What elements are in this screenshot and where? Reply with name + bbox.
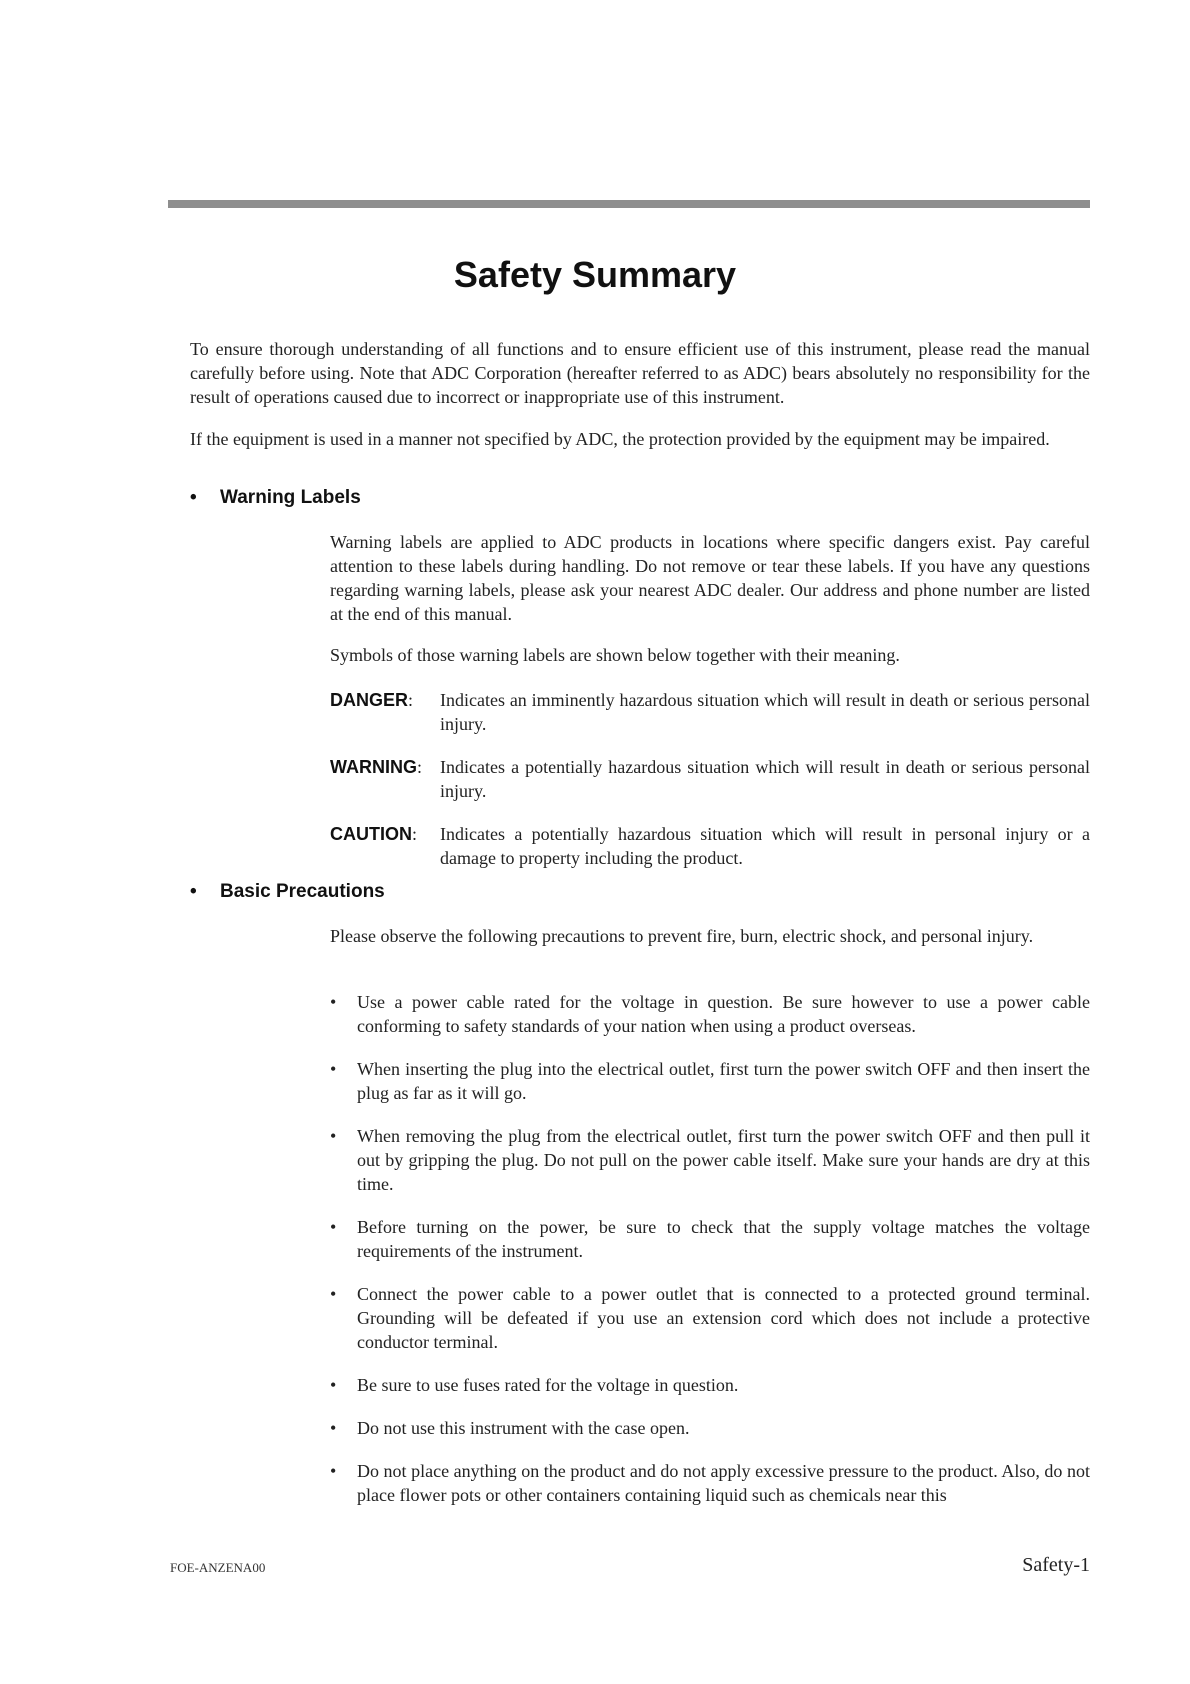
list-item: • Use a power cable rated for the voltage in question. Be sure however to use a power cable conforming to safety standards of your nation when using a product overseas. — [330, 992, 1090, 1036]
caution-colon: : — [412, 824, 418, 844]
bullet-icon: • — [330, 1126, 337, 1146]
bullet-icon: • — [330, 1217, 337, 1237]
bullet-icon: • — [330, 1284, 337, 1304]
list-item: • Before turning on the power, be sure to check that the supply voltage matches the voltage requirements of the instrument. — [330, 1217, 1090, 1261]
footer-page-number: Safety-1 — [1022, 1554, 1090, 1576]
caution-term: CAUTION — [330, 824, 412, 844]
symbol-danger — [330, 688, 1090, 736]
warning-labels-heading — [190, 487, 361, 509]
bullet-icon: • — [330, 1375, 337, 1395]
bullet-icon: • — [330, 1418, 337, 1438]
list-item: • When inserting the plug into the electrical outlet, first turn the power switch OFF and then insert the plug as far as it will go. — [330, 1059, 1090, 1103]
warning-description: Indicates a potentially hazardous situation which will result in death or serious personal injury. — [440, 757, 1090, 801]
symbol-caution — [330, 822, 1090, 870]
bullet-icon: • — [190, 881, 197, 902]
footer-doc-code: FOE-ANZENA00 — [170, 1560, 266, 1575]
danger-term: DANGER — [330, 690, 409, 710]
danger-description: Indicates an imminently hazardous situation which will result in death or serious personal injury. — [440, 690, 1090, 734]
header-rule — [168, 200, 1090, 208]
caution-description: Indicates a potentially hazardous situation which will result in personal injury or a damage to property including the product. — [440, 824, 1090, 868]
precautions-list — [330, 990, 1090, 1507]
basic-precautions-heading-text: Basic Precautions — [220, 881, 385, 902]
bullet-icon: • — [330, 992, 337, 1012]
list-item: • Connect the power cable to a power outlet that is connected to a protected ground terminal. Grounding will be defeated if you use an extension cord which does not include a protective conductor terminal. — [330, 1284, 1090, 1352]
warning-labels-paragraph-2: Symbols of those warning labels are shown below together with their meaning. — [330, 645, 900, 665]
basic-precautions-intro: Please observe the following precautions to prevent fire, burn, electric shock, and personal injury. — [330, 926, 1034, 946]
page-title: Safety Summary — [453, 254, 737, 295]
intro-paragraph-2: If the equipment is used in a manner not specified by ADC, the protection provided by the equipment may be impaired. — [190, 429, 1050, 449]
warning-labels-heading-text: Warning Labels — [220, 487, 361, 508]
danger-colon: : — [408, 690, 414, 710]
symbol-warning — [330, 755, 1090, 803]
list-item: • Be sure to use fuses rated for the voltage in question. — [330, 1375, 739, 1395]
warning-labels-paragraph-1: Warning labels are applied to ADC products in locations where specific dangers exist. Pay careful attention to these labels during handling. Do not remove or tear these labels. If you have any questions regarding warning labels, please ask your nearest ADC dealer. Our address and phone number are listed at the end of this manual. — [330, 532, 1090, 624]
bullet-icon: • — [190, 487, 197, 508]
list-item: • Do not place anything on the product and do not apply excessive pressure to the product. Also, do not place flower pots or other containers containing liquid such as chemicals near this — [330, 1461, 1090, 1505]
list-item: • When removing the plug from the electrical outlet, first turn the power switch OFF and then pull it out by gripping the plug. Do not pull on the power cable itself. Make sure your hands are dry at this time. — [330, 1126, 1090, 1194]
basic-precautions-heading — [190, 881, 385, 903]
warning-term: WARNING — [330, 757, 417, 777]
bullet-icon: • — [330, 1059, 337, 1079]
warning-colon: : — [417, 757, 423, 777]
intro-paragraph-1: To ensure thorough understanding of all functions and to ensure efficient use of this instrument, please read the manual carefully before using. Note that ADC Corporation (hereafter referred to as ADC) bears absolutely no responsibility for the result of operations caused due to incorrect or inappropriate use of this instrument. — [190, 339, 1090, 407]
list-item: • Do not use this instrument with the case open. — [330, 1418, 690, 1438]
bullet-icon: • — [330, 1461, 337, 1481]
